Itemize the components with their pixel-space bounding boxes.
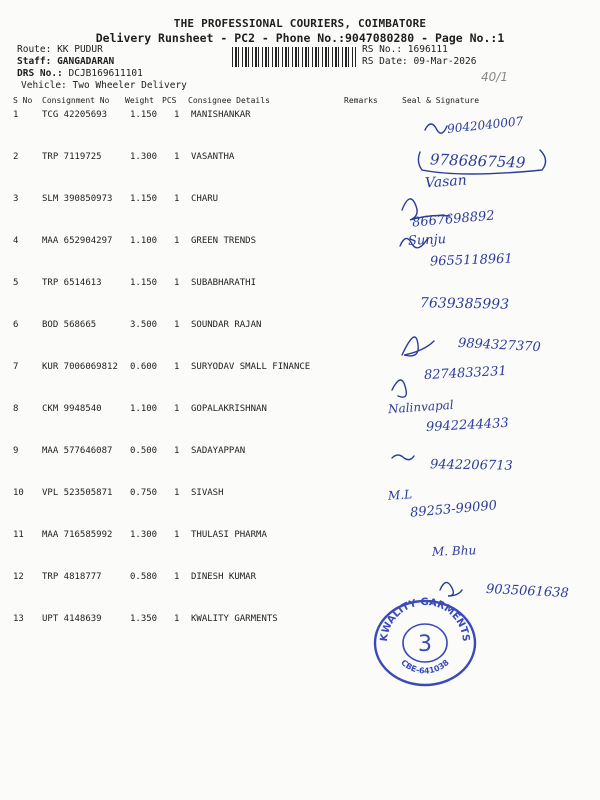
row-consignment: VPL 523505871: [42, 488, 113, 498]
row-weight: 1.100: [130, 404, 158, 414]
row-consignment: KUR 7006069812: [42, 362, 118, 372]
row-pcs: 1: [174, 446, 180, 456]
row-consignee: GREEN TRENDS: [191, 236, 257, 246]
row-pcs: 1: [174, 404, 180, 414]
handwritten-note: 89253-99090: [409, 498, 498, 521]
row-consignee: VASANTHA: [191, 152, 235, 162]
handwritten-note: 9442206713: [429, 457, 513, 474]
row-sno: 3: [13, 194, 19, 204]
row-weight: 1.300: [130, 152, 158, 162]
drs-label: DRS No.:: [17, 68, 63, 79]
row-consignee: GOPALAKRISHNAN: [191, 404, 267, 414]
row-consignment: TCG 42205693: [42, 110, 108, 120]
signature-stroke: [440, 582, 462, 596]
row-pcs: 1: [174, 362, 180, 372]
handwritten-note: M.L: [387, 487, 413, 503]
handwritten-note: M. Bhu: [431, 543, 477, 559]
col-seal-signature: Seal & Signature: [402, 96, 480, 105]
handwritten-note: 9942244433: [425, 415, 510, 436]
row-consignment: BOD 568665: [42, 320, 97, 330]
row-consignment: MAA 577646087: [42, 446, 113, 456]
row-weight: 0.750: [130, 488, 158, 498]
row-weight: 1.300: [130, 530, 158, 540]
handwritten-note: 7639385993: [419, 295, 510, 313]
route-label: Route:: [17, 44, 52, 55]
row-pcs: 1: [174, 320, 180, 330]
row-weight: 0.600: [130, 362, 158, 372]
rs-date-label: RS Date:: [362, 56, 408, 67]
handwritten-note: Sunju: [407, 232, 447, 249]
row-weight: 1.350: [130, 614, 158, 624]
col-weight: Weight: [125, 96, 154, 105]
row-consignee: SUBABHARATHI: [191, 278, 257, 288]
seal-top-text: KWALITY GARMENTS: [378, 596, 472, 643]
handwritten-note: 9894327370: [457, 335, 542, 356]
row-sno: 6: [13, 320, 19, 330]
row-sno: 10: [13, 488, 24, 498]
rs-no-label: RS No.:: [362, 44, 403, 55]
row-weight: 1.150: [130, 194, 158, 204]
row-sno: 2: [13, 152, 19, 162]
rs-no-value: 1696111: [407, 44, 448, 55]
row-consignment: SLM 390850973: [42, 194, 113, 204]
row-pcs: 1: [174, 236, 180, 246]
signature-stroke: [392, 380, 406, 397]
company-title: THE PROFESSIONAL COURIERS, COIMBATORE: [173, 17, 427, 30]
company-seal: [371, 595, 479, 687]
row-sno: 5: [13, 278, 19, 288]
row-weight: 0.500: [130, 446, 158, 456]
row-pcs: 1: [174, 278, 180, 288]
handwritten-note: 9786867549: [429, 150, 526, 172]
row-consignee: CHARU: [191, 194, 219, 204]
seal-mark: 3: [418, 632, 432, 657]
row-consignment: TRP 7119725: [42, 152, 102, 162]
row-weight: 0.580: [130, 572, 158, 582]
row-consignment: CKM 9948540: [42, 404, 102, 414]
row-sno: 9: [13, 446, 19, 456]
signature-stroke: [425, 124, 447, 133]
row-pcs: 1: [174, 530, 180, 540]
row-weight: 1.150: [130, 278, 158, 288]
row-weight: 3.500: [130, 320, 158, 330]
row-pcs: 1: [174, 194, 180, 204]
row-sno: 1: [13, 110, 19, 120]
vehicle-value: Two Wheeler Delivery: [72, 80, 187, 91]
col-sno: S No: [13, 96, 33, 105]
vehicle-label: Vehicle:: [21, 80, 67, 91]
handwritten-note: 8274833231: [423, 363, 508, 384]
row-consignee: KWALITY GARMENTS: [191, 614, 278, 624]
signature-stroke: [402, 337, 434, 356]
row-consignee: DINESH KUMAR: [191, 572, 257, 582]
row-pcs: 1: [174, 488, 180, 498]
svg-text:CBE-641038: [399, 658, 451, 676]
row-pcs: 1: [174, 110, 180, 120]
row-consignee: SOUNDAR RAJAN: [191, 320, 262, 330]
row-consignment: TRP 6514613: [42, 278, 102, 288]
col-consignment: Consignment No: [42, 96, 110, 105]
row-consignment: UPT 4148639: [42, 614, 102, 624]
staff-value: GANGADARAN: [57, 56, 115, 67]
row-consignee: SURYODAV SMALL FINANCE: [191, 362, 311, 372]
handwritten-note: Vasan: [424, 172, 468, 192]
handwritten-note: 8667698892: [411, 208, 496, 231]
col-consignee: Consignee Details: [188, 96, 270, 105]
row-sno: 4: [13, 236, 19, 246]
col-pcs: PCS: [162, 96, 177, 105]
row-consignee: MANISHANKAR: [191, 110, 251, 120]
handwritten-note: 9035061638: [485, 581, 570, 602]
seal-bottom-text: CBE-641038: [399, 657, 451, 676]
signature-stroke: [392, 455, 414, 460]
row-pcs: 1: [174, 572, 180, 582]
row-weight: 1.150: [130, 110, 158, 120]
handwritten-note: 9042040007: [446, 114, 524, 136]
staff-label: Staff:: [17, 56, 52, 67]
row-consignment: MAA 716585992: [42, 530, 113, 540]
row-sno: 13: [13, 614, 24, 624]
row-consignee: THULASI PHARMA: [191, 530, 267, 540]
handwritten-note: Nalinvapal: [387, 397, 455, 417]
row-consignment: TRP 4818777: [42, 572, 102, 582]
row-sno: 8: [13, 404, 19, 414]
drs-value: DCJB169611101: [68, 68, 143, 79]
runsheet-title: Delivery Runsheet - PC2 - Phone No.:9047080280 - Page No.:1: [95, 31, 505, 45]
pencil-note: 40/1: [481, 70, 508, 84]
row-sno: 12: [13, 572, 24, 582]
row-weight: 1.100: [130, 236, 158, 246]
route-value: KK PUDUR: [57, 44, 103, 55]
row-consignee: SADAYAPPAN: [191, 446, 246, 456]
rs-date-value: 09-Mar-2026: [413, 56, 477, 67]
row-pcs: 1: [174, 614, 180, 624]
row-consignment: MAA 652904297: [42, 236, 113, 246]
row-sno: 11: [13, 530, 24, 540]
col-remarks: Remarks: [344, 96, 378, 105]
handwritten-note: 9655118961: [429, 251, 513, 270]
row-pcs: 1: [174, 152, 180, 162]
row-consignee: SIVASH: [191, 488, 224, 498]
row-sno: 7: [13, 362, 19, 372]
